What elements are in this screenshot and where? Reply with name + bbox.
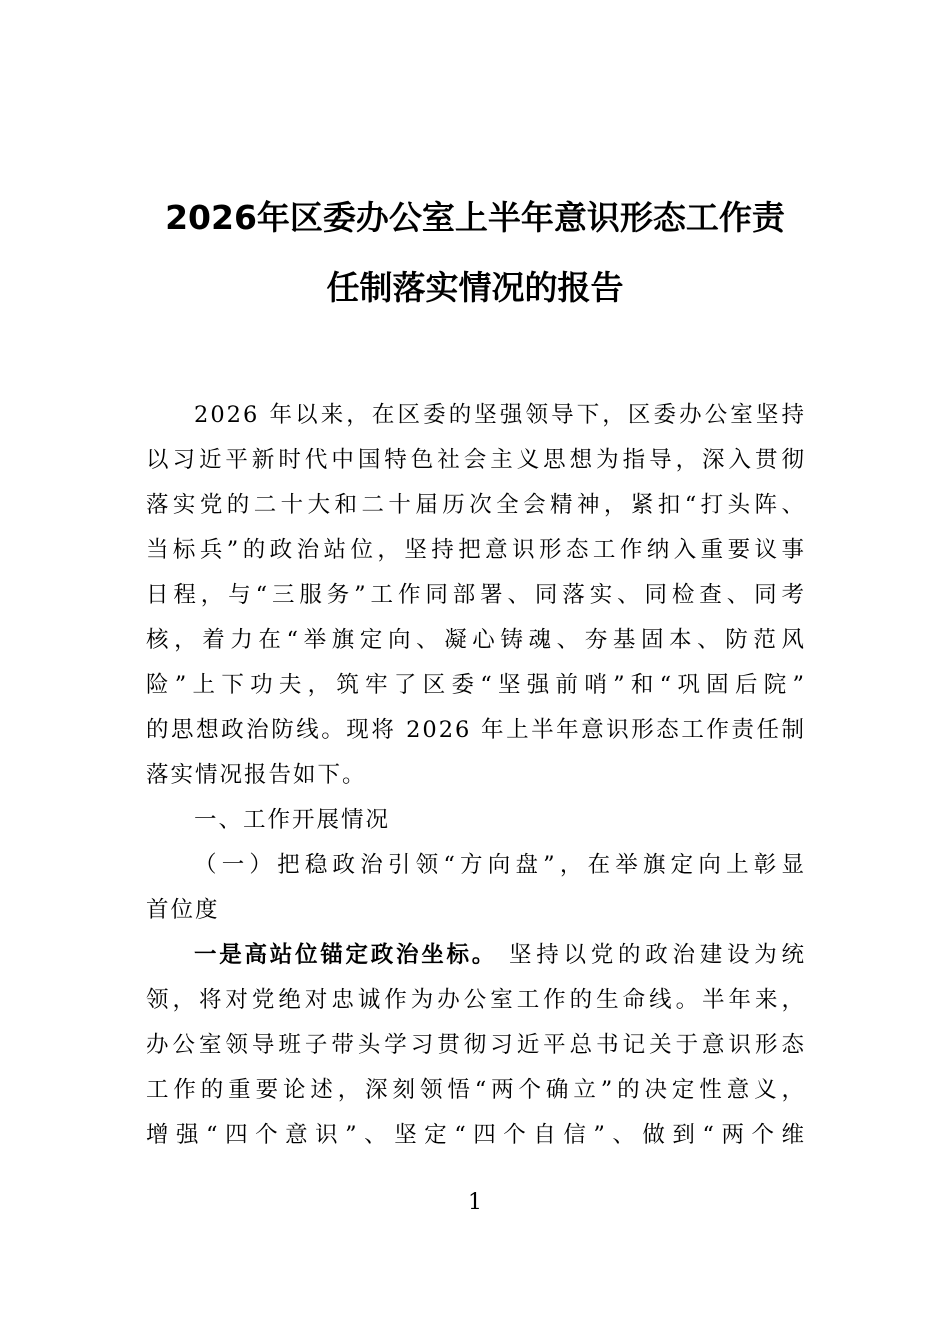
document-title-line-1: 2026年区委办公室上半年意识形态工作责: [165, 198, 785, 237]
paragraph-1-line: 的思想政治防线。现将 2026 年上半年意识形态工作责任制: [146, 717, 806, 743]
paragraph-2-line: 增强“四个意识”、坚定“四个自信”、做到“两个维: [146, 1122, 806, 1148]
paragraph-1-line: 当标兵”的政治站位，坚持把意识形态工作纳入重要议事: [146, 537, 806, 563]
paragraph-1-line: 以习近平新时代中国特色社会主义思想为指导，深入贯彻: [146, 447, 806, 473]
paragraph-1-line: 2026 年以来，在区委的坚强领导下，区委办公室坚持: [194, 402, 806, 428]
section-heading: 一、工作开展情况: [194, 807, 391, 833]
subsection-heading-line: 首位度: [146, 897, 220, 923]
paragraph-2-line: 办公室领导班子带头学习贯彻习近平总书记关于意识形态: [146, 1032, 806, 1058]
paragraph-2-lead: 一是高站位锚定政治坐标。: [194, 942, 498, 968]
paragraph-1-line: 落实党的二十大和二十届历次全会精神，紧扣“打头阵、: [146, 492, 806, 518]
paragraph-2-first-line: [146, 933, 806, 978]
paragraph-1-line: 落实情况报告如下。: [146, 762, 367, 788]
paragraph-1-line: 险”上下功夫，筑牢了区委“坚强前哨”和“巩固后院”: [146, 672, 806, 698]
document-body: [146, 393, 806, 1158]
page-number: 1: [468, 1190, 482, 1215]
paragraph-2-first-line-rest: 坚持以党的政治建设为统: [508, 942, 806, 968]
paragraph-2-line: 工作的重要论述，深刻领悟“两个确立”的决定性意义，: [146, 1077, 806, 1103]
document-title-line-2: 任制落实情况的报告: [326, 268, 624, 307]
paragraph-1-line: 日程，与“三服务”工作同部署、同落实、同检查、同考: [146, 582, 806, 608]
subsection-heading-line: （一）把稳政治引领“方向盘”，在举旗定向上彰显: [194, 852, 806, 878]
paragraph-2-line: 领，将对党绝对忠诚作为办公室工作的生命线。半年来，: [146, 987, 806, 1013]
paragraph-1-line: 核，着力在“举旗定向、凝心铸魂、夯基固本、防范风: [146, 627, 806, 653]
